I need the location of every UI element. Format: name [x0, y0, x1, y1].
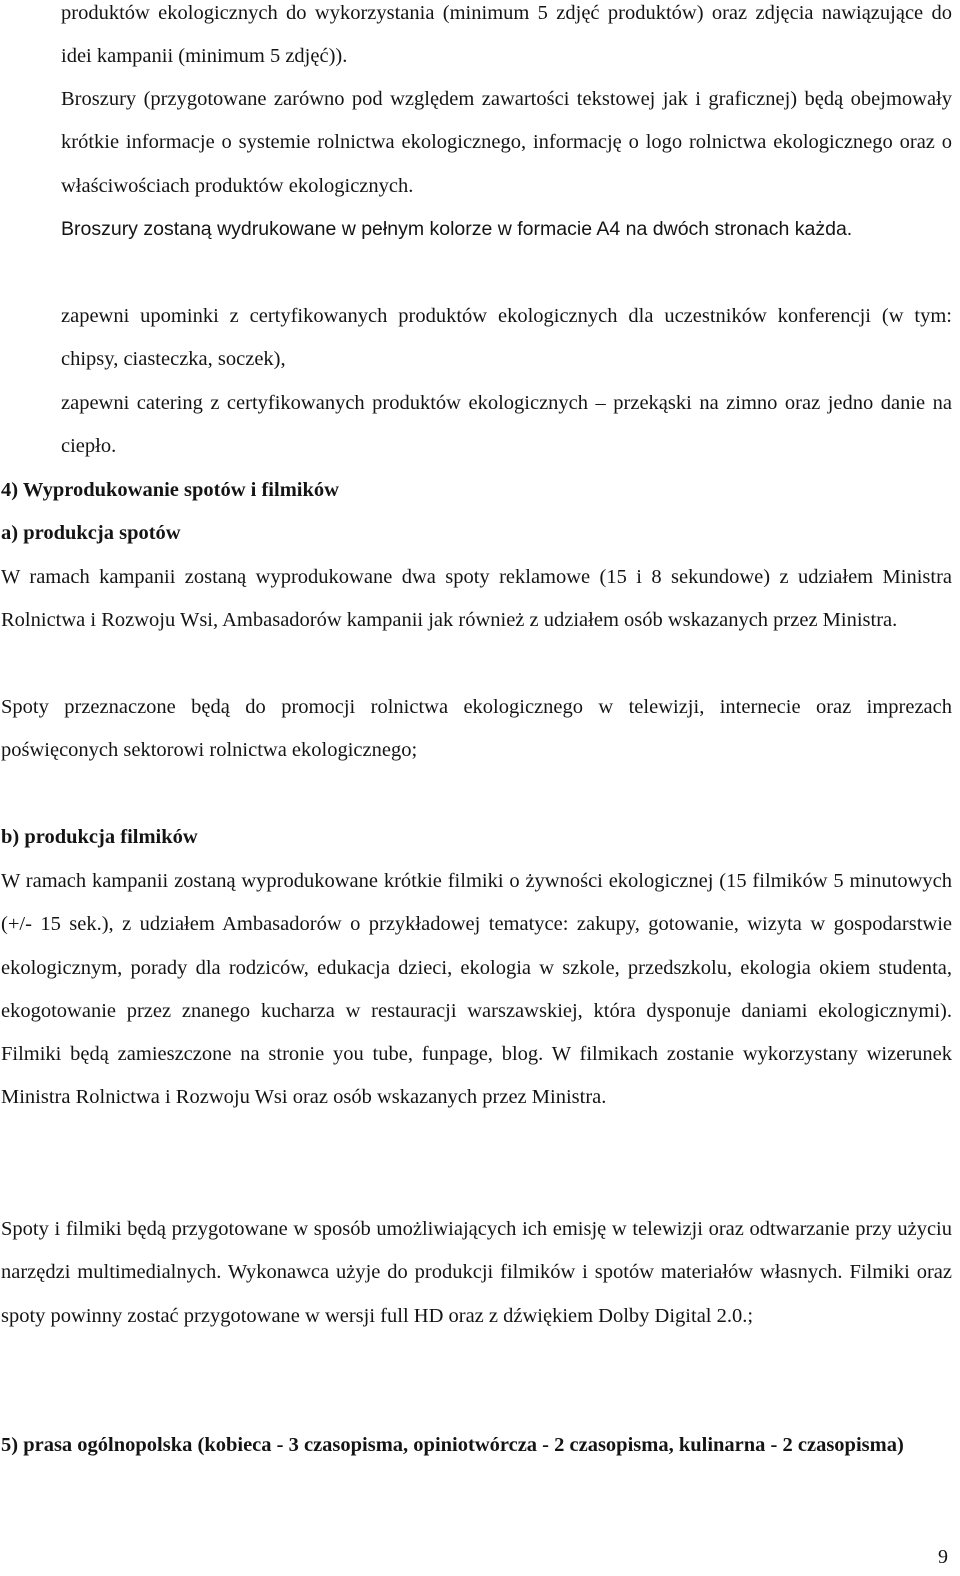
paragraph-spoty-purpose: Spoty przeznaczone będą do promocji rolnictwa ekologicznego w telewizji, internecie oraz imprezach poświęconych sektorowi rolnictwa ekologicznego; — [1, 696, 952, 762]
paragraph-filmiki: W ramach kampanii zostaną wyprodukowane krótkie filmiki o żywności ekologicznej (15 filmików 5 minutowych (+/- 15 sek.), z udziałem Ambasadorów o przykładowej tematyce: zakupy, gotowanie, wizyta w gospodarstwie ekologicznym, porady dla rodziców, edukacja dzieci, ekologia w szkole, przedszkolu, ekologia okiem studenta, ekogotowanie przez znanego kucharza w restauracji warszawskiej, która dysponuje daniami ekologicznymi). Filmiki będą zamieszczone na stronie you tube, funpage, blog. W filmikach zostanie wykorzystany wizerunek Ministra Rolnictwa i Rozwoju Wsi oraz osób wskazanych przez Ministra. — [1, 870, 952, 1109]
paragraph-broszury-print: Broszury zostaną wydrukowane w pełnym kolorze w formacie A4 na dwóch stronach każda. — [61, 218, 853, 240]
paragraph-spoty: W ramach kampanii zostaną wyprodukowane dwa spoty reklamowe (15 i 8 sekundowe) z udziałem Ministra Rolnictwa i Rozwoju Wsi, Ambasadorów kampanii jak również z udziałem osób wskazanych przez Ministra. — [1, 566, 952, 632]
paragraph-broszury-content: Broszury (przygotowane zarówno pod względem zawartości tekstowej jak i graficznej) będą obejmowały krótkie informacje o systemie rolnictwa ekologicznego, informację o logo rolnictwa ekologicznego oraz o właściwościach produktów ekologicznych. — [61, 88, 952, 197]
section-heading-4: 4) Wyprodukowanie spotów i filmików — [1, 479, 339, 501]
list-item-catering: zapewni catering z certyfikowanych produktów ekologicznych – przekąski na zimno oraz jedno danie na ciepło. — [61, 392, 952, 458]
list-item-upominki: zapewni upominki z certyfikowanych produktów ekologicznych dla uczestników konferencji (w tym: chipsy, ciasteczka, soczek), — [61, 305, 952, 371]
paragraph-emisja: Spoty i filmiki będą przygotowane w sposób umożliwiających ich emisję w telewizji oraz odtwarzanie przy użyciu narzędzi multimedialnych. Wykonawca użyje do produkcji filmików i spotów materiałów własnych. Filmiki oraz spoty powinny zostać przygotowane w wersji full HD oraz z dźwiękiem Dolby Digital 2.0.; — [1, 1218, 952, 1327]
subsection-heading-4b: b) produkcja filmików — [1, 826, 198, 848]
paragraph-photos: produktów ekologicznych do wykorzystania (minimum 5 zdjęć produktów) oraz zdjęcia nawiązujące do idei kampanii (minimum 5 zdjęć)). — [61, 2, 952, 68]
subsection-heading-4a: a) produkcja spotów — [1, 522, 181, 544]
page-number: 9 — [938, 1546, 948, 1568]
section-heading-5: 5) prasa ogólnopolska (kobieca - 3 czasopisma, opiniotwórcza - 2 czasopisma, kulinarna - 2 czasopisma) — [1, 1434, 904, 1456]
